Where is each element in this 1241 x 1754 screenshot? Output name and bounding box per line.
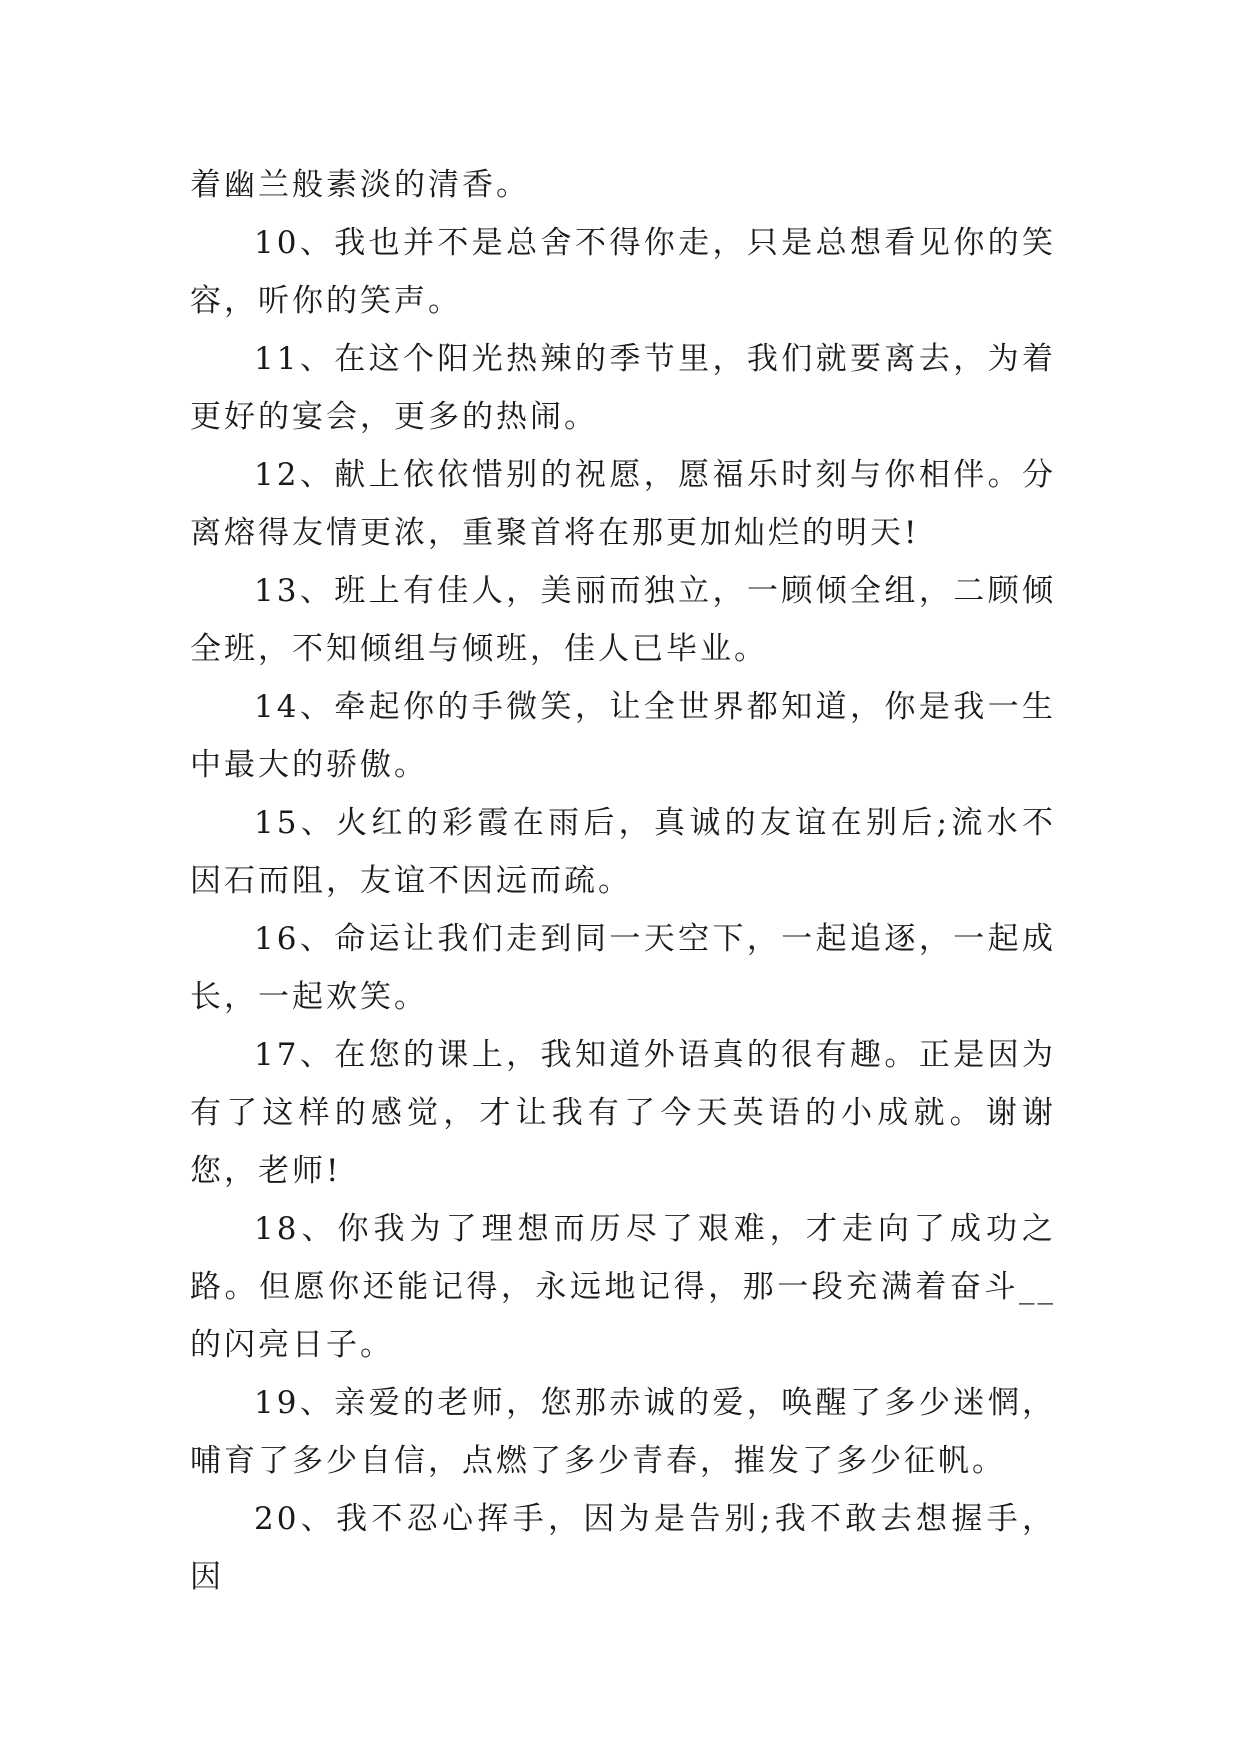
paragraph-continuation: 着幽兰般素淡的清香。 — [190, 167, 530, 203]
paragraph-12: 12、献上依依惜别的祝愿，愿福乐时刻与你相伴。分离熔得友情更浓，重聚首将在那更加灿烂的明天! — [190, 457, 1056, 551]
paragraph-11: 11、在这个阳光热辣的季节里，我们就要离去，为着更好的宴会，更多的热闹。 — [190, 341, 1056, 435]
paragraph-20: 20、我不忍心挥手，因为是告别;我不敢去想握手，因 — [190, 1501, 1056, 1595]
paragraph-10: 10、我也并不是总舍不得你走，只是总想看见你的笑容，听你的笑声。 — [190, 225, 1056, 319]
paragraph-14: 14、牵起你的手微笑，让全世界都知道，你是我一生中最大的骄傲。 — [190, 689, 1056, 783]
document-body — [190, 156, 1056, 1606]
paragraph-18: 18、你我为了理想而历尽了艰难，才走向了成功之路。但愿你还能记得，永远地记得，那一段充满着奋斗__的闪亮日子。 — [190, 1211, 1056, 1363]
paragraph-17: 17、在您的课上，我知道外语真的很有趣。正是因为有了这样的感觉，才让我有了今天英语的小成就。谢谢您，老师! — [190, 1037, 1056, 1189]
paragraph-15: 15、火红的彩霞在雨后，真诚的友谊在别后;流水不因石而阻，友谊不因远而疏。 — [190, 805, 1056, 899]
paragraph-19: 19、亲爱的老师，您那赤诚的爱，唤醒了多少迷惘，哺育了多少自信，点燃了多少青春，摧发了多少征帆。 — [190, 1385, 1056, 1479]
paragraph-13: 13、班上有佳人，美丽而独立，一顾倾全组，二顾倾全班，不知倾组与倾班，佳人已毕业。 — [190, 573, 1056, 667]
paragraph-16: 16、命运让我们走到同一天空下，一起追逐，一起成长，一起欢笑。 — [190, 921, 1056, 1015]
